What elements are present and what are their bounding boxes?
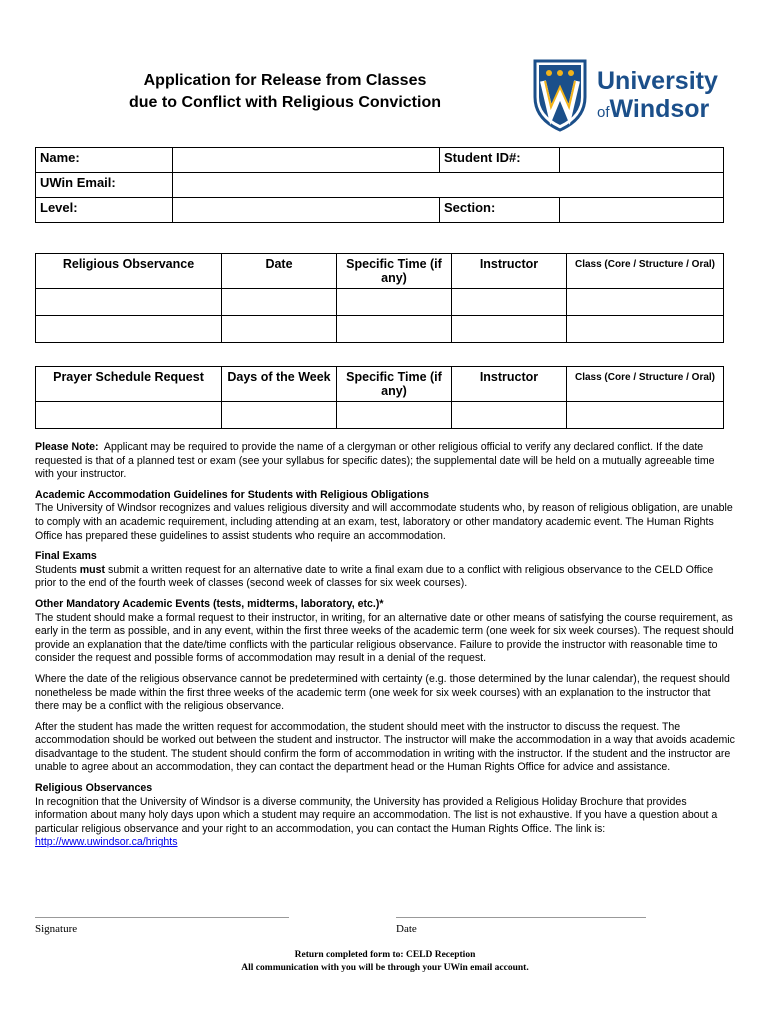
footer-line-1: Return completed form to: CELD Reception [294, 950, 476, 960]
prayer-class-header: Class (Core / Structure / Oral) [567, 367, 724, 402]
note-text: Applicant may be required to provide the name of a clergyman or other religious official to verify any declared conflict. If the date requested is that of a planned test or exam (see your syllabus for specific dates); the supplemental date will be held on a mutually agreeable time with your instructor. [35, 441, 715, 481]
observance-header: Religious Observance [36, 254, 222, 289]
guidelines-text [35, 441, 735, 857]
level-field[interactable] [173, 198, 440, 223]
time-cell[interactable] [337, 316, 452, 343]
prayer-class-cell[interactable] [567, 402, 724, 429]
prayer-instructor-header: Instructor [452, 367, 567, 402]
logo-wordmark [597, 67, 718, 127]
days-cell[interactable] [222, 402, 337, 429]
section-label: Section: [440, 198, 560, 223]
shield-icon [531, 57, 589, 133]
hrights-link[interactable]: http://www.uwindsor.ca/hrights [35, 836, 178, 849]
logo-word-university: University [597, 67, 718, 95]
observances-heading: Religious Observances [35, 782, 153, 795]
student-info-table [35, 147, 724, 223]
other-events-paragraph [35, 598, 735, 666]
days-header: Days of the Week [222, 367, 337, 402]
email-field[interactable] [173, 173, 724, 198]
name-field[interactable] [173, 148, 440, 173]
lunar-paragraph: Where the date of the religious observance cannot be predetermined with certainty (e.g. those determined by the lunar calendar), the request should nonetheless be made within the first three weeks of the academic term (one week for six week courses) with an explanation to the instructor that there may be a conflict with the religious observance. [35, 672, 730, 713]
class-cell[interactable] [567, 316, 724, 343]
signature-line[interactable] [35, 917, 289, 918]
name-label: Name: [36, 148, 173, 173]
final-exams-paragraph [35, 550, 735, 591]
email-label: UWin Email: [36, 173, 173, 198]
note-paragraph [35, 441, 735, 482]
observance-cell[interactable] [36, 289, 222, 316]
observance-cell[interactable] [36, 316, 222, 343]
logo-word-windsor: Windsor [609, 95, 710, 123]
prayer-table [35, 366, 724, 429]
title-line-2: due to Conflict with Religious Conviction [129, 94, 441, 111]
time-header: Specific Time (if any) [337, 254, 452, 289]
section-field[interactable] [560, 198, 724, 223]
time-cell[interactable] [337, 289, 452, 316]
form-title [90, 70, 480, 114]
student-id-label: Student ID#: [440, 148, 560, 173]
date-cell[interactable] [222, 289, 337, 316]
final-pre: Students [35, 563, 80, 576]
observances-body: In recognition that the University of Windsor is a diverse community, the University has provided a Religious Holiday Brochure that provides information about many holy days upon which a student may require an accommodation. The list is not exhaustive. If you have a question about a particular religious observance and your right to an accommodation, you can contact the Human Rights Office. The link is: [35, 795, 718, 835]
prayer-header: Prayer Schedule Request [36, 367, 222, 402]
guidelines-body: The University of Windsor recognizes and values religious diversity and will accommodate students who, by reason of religious obligation, are unable to comply with an academic requirement, including attending at an exam, test, laboratory or other mandatory academic event. The Human Rights Office has prepared these guidelines to assist students who require an accommodation. [35, 502, 733, 542]
final-exams-heading: Final Exams [35, 550, 97, 563]
class-header: Class (Core / Structure / Oral) [567, 254, 724, 289]
date-header: Date [222, 254, 337, 289]
observance-table [35, 253, 724, 343]
student-id-field[interactable] [560, 148, 724, 173]
university-logo [531, 55, 721, 135]
title-line-1: Application for Release from Classes [143, 72, 427, 89]
date-label: Date [396, 923, 417, 935]
instructor-header: Instructor [452, 254, 567, 289]
prayer-time-header: Specific Time (if any) [337, 367, 452, 402]
level-label: Level: [36, 198, 173, 223]
guidelines-heading: Academic Accommodation Guidelines for Students with Religious Obligations [35, 488, 429, 501]
note-label: Please Note: [35, 441, 99, 453]
date-line[interactable] [396, 917, 646, 918]
observances-paragraph [35, 782, 735, 850]
prayer-cell[interactable] [36, 402, 222, 429]
instructor-cell[interactable] [452, 316, 567, 343]
class-cell[interactable] [567, 289, 724, 316]
footer-line-2: All communication with you will be through your UWin email account. [241, 963, 529, 973]
prayer-time-cell[interactable] [337, 402, 452, 429]
footer [0, 949, 770, 975]
prayer-instructor-cell[interactable] [452, 402, 567, 429]
final-post: submit a written request for an alternative date to write a final exam due to a conflict with religious observance to the CELD Office prior to the end of the fourth week of classes (second week of classes for six week courses). [35, 563, 714, 590]
final-must: must [79, 563, 106, 576]
guidelines-paragraph [35, 489, 735, 543]
other-events-body: The student should make a formal request to their instructor, in writing, for an alternative date or other means of satisfying the course requirement, as early in the term as possible, and in any event, within the first three weeks of the academic term (one week for six week courses). The request should provide an explanation that the date/time conflicts with the particular religious observance. Failure to provide the instructor with reasonable time to consider the request and possible forms of accommodation may result in a denial of the request. [35, 611, 734, 665]
signature-label: Signature [35, 923, 78, 935]
instructor-cell[interactable] [452, 289, 567, 316]
other-events-heading: Other Mandatory Academic Events (tests, midterms, laboratory, etc.)* [35, 597, 384, 610]
logo-word-of: of [597, 104, 610, 121]
date-cell[interactable] [222, 316, 337, 343]
after-paragraph: After the student has made the written request for accommodation, the student should meet with the instructor to discuss the request. The accommodation should be worked out between the student and instructor. The instructor will make the accommodation in a way that avoids academic disadvantage to the student. The student should confirm the form of accommodation in writing with the instructor. If the student and the instructor are unable to agree about an accommodation, they can contact the department head or the Human Rights Office for advice and assistance. [35, 720, 735, 774]
